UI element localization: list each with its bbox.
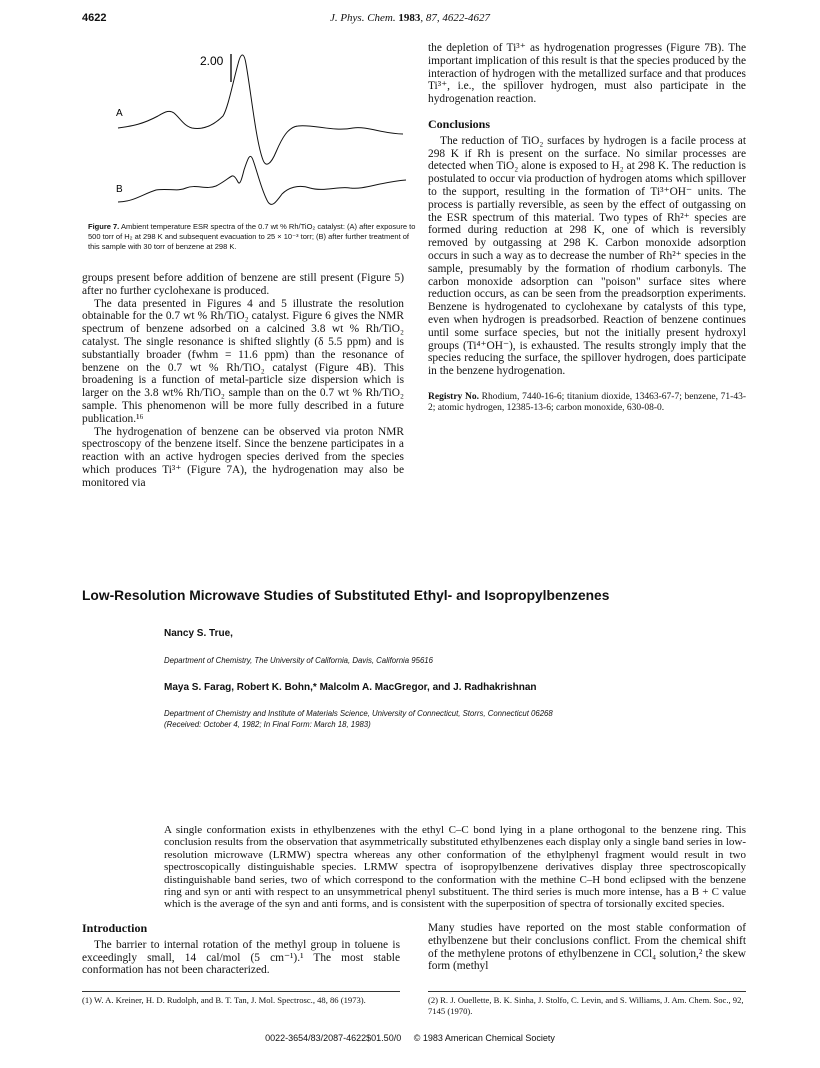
caption-text: Ambient temperature ESR spectra of the 0.7 wt % Rh/TiO₂ catalyst: (A) after exposure to 500 torr of H₂ at 298 K and subsequent evacuation to 25 × 10⁻³ torr; (B) after further treatment of this sample with 30 torr of benzene at 298 K. bbox=[88, 222, 416, 251]
introduction-right bbox=[428, 922, 746, 973]
introduction-heading: Introduction bbox=[82, 921, 148, 935]
right-column bbox=[428, 42, 746, 415]
registry-label: Registry No. bbox=[428, 391, 479, 402]
trace-a bbox=[118, 55, 403, 164]
footnote-1: (1) W. A. Kreiner, H. D. Rudolph, and B. T. Tan, J. Mol. Spectrosc., 48, 86 (1973). bbox=[82, 995, 366, 1005]
figure-caption bbox=[88, 222, 416, 252]
journal-citation bbox=[0, 12, 820, 24]
conclusions-text: The reduction of TiO₂ surfaces by hydrogen is a facile process at 298 K if Rh is present on the surface. No similar processes are detected when TiO₂ alone is exposed to H₂ at 298 K. The reduction is postulated to occur via production of hydrogen atoms which spillover to the support, resulting in the formation of Ti³⁺OH⁻ units. The process is partially reversible, as seen by the effect of outgassing on the ESR spectrum of this material. Two types of Rh²⁺ species are formed during reduction at 298 K, one of which is reversibly removed by outgassing at 298 K. Carbon monoxide adsorption occurs in such a way as to decrease the number of Rh²⁺ species in the sample, presumably by the formation of rhodium carbonyls. The carbon monoxide adsorption can "poison" surface sites where reduction occurs, as can be seen from the preadsorption experiments. Benzene is hydrogenated to cyclohexane by catalysts of this type, even when hydrogen is preadsorbed. Reaction of benzene continues until some surface species, but not the initially present hydroxyl groups (Ti⁴⁺OH⁻), is exhausted. The results strongly imply that the species reducing the surface, the spillover hydrogen, does participate in the benzene hydrogenation. bbox=[428, 134, 746, 378]
affiliation-2: Department of Chemistry and Institute of Materials Science, University of Connecticut, Storrs, Connecticut 06268 bbox=[164, 709, 553, 718]
received-dates: (Received: October 4, 1982; In Final Form: March 18, 1983) bbox=[164, 720, 371, 729]
esr-spectra-figure bbox=[88, 42, 418, 222]
footnote-rule-left bbox=[82, 991, 400, 992]
left-paragraph-2: The data presented in Figures 4 and 5 illustrate the resolution obtainable for the 0.7 wt % Rh/TiO₂ catalyst. Figure 6 gives the NMR spectrum of benzene adsorbed on a calcined 3.8 wt % Rh/TiO₂ catalyst. The single resonance is shifted slightly (δ 5.5 ppm) and is substantially broader (fwhm = 11.6 ppm) than the resonance of benzene on the 0.7 wt % Rh/TiO₂ catalyst (Figure 4B). This broadening is a function of metal-particle size dispersion which is larger on the 3.8 wt% Rh/TiO₂ sample than on the 0.7 wt % Rh/TiO₂ sample. This phenomenon will be more fully described in a future publication.¹⁶ bbox=[82, 297, 404, 425]
trace-b bbox=[118, 156, 406, 204]
journal-year: 1983 bbox=[398, 12, 421, 24]
left-paragraph-1: groups present before addition of benzene are still present (Figure 5) after no further cyclohexane is produced. bbox=[82, 272, 404, 297]
author-2: Maya S. Farag, Robert K. Bohn,* Malcolm A. MacGregor, and J. Radhakrishnan bbox=[164, 682, 537, 693]
page-footer bbox=[0, 1033, 820, 1043]
left-paragraph-3: The hydrogenation of benzene can be observed via proton NMR spectroscopy of the benzene itself. Since the benzene participates in a reaction with an active hydrogen species derived from the species which produces Ti³⁺ (Figure 7A), the hydrogenation may also be monitored via bbox=[82, 425, 404, 489]
abstract: A single conformation exists in ethylbenzenes with the ethyl C–C bond lying in a plane orthogonal to the benzene ring. This conclusion results from the observation that asymmetrically substituted ethylbenzenes each display only a single band series in low-resolution microwave (LRMW) spectra whereas any other conformation of the ethylphenyl fragment would result in two spectroscopically distinguishable species. LRMW spectra of isopropylbenzene derivatives display three spectroscopically distinguishable band series, two of which correspond to the conformation with the methine C–H bond eclipsed with the benzene ring and syn or anti with respect to an unsymmetrical phenyl substituent. The third series is much more intense, has a B + C value which is the average of the syn and anti forms, and is consistent with the superposition of spectra of torsionally excited species. bbox=[164, 824, 746, 911]
conclusions-heading: Conclusions bbox=[428, 116, 491, 131]
trace-b-label: B bbox=[116, 184, 123, 195]
affiliation-1: Department of Chemistry, The University of California, Davis, California 95616 bbox=[164, 656, 433, 665]
footer-copyright: © 1983 American Chemical Society bbox=[413, 1033, 555, 1043]
registry-numbers bbox=[428, 392, 746, 415]
journal-name: J. Phys. Chem. bbox=[329, 12, 396, 24]
journal-volume-pages: , 87, 4622-4627 bbox=[420, 12, 491, 24]
registry-text: Rhodium, 7440-16-6; titanium dioxide, 13463-67-7; benzene, 71-43-2; atomic hydrogen, 12385-13-6; carbon monoxide, 630-08-0. bbox=[428, 391, 747, 414]
footnote-2: (2) R. J. Ouellette, B. K. Sinha, J. Stolfo, C. Levin, and S. Williams, J. Am. Chem. Soc., 92, 7145 (1970). bbox=[428, 995, 744, 1016]
footnote-rule-right bbox=[428, 991, 746, 992]
right-paragraph-1: the depletion of Ti³⁺ as hydrogenation progresses (Figure 7B). The important implication of this result is that the species produced by the interaction of hydrogen with the metallized surface and that produces Ti³⁺, i.e., the spillover hydrogen, must also participate in the hydrogenation reaction. bbox=[428, 42, 746, 106]
article-title: Low-Resolution Microwave Studies of Substituted Ethyl- and Isopropylbenzenes bbox=[82, 588, 610, 603]
scale-label: 2.00 bbox=[200, 54, 224, 68]
author-1: Nancy S. True, bbox=[164, 628, 233, 639]
introduction-right-text: Many studies have reported on the most stable conformation of ethylbenzene but their conclusions conflict. From the chemical shift of the methylene protons of ethylbenzene in CCl₄ solution,² the skew form (methyl bbox=[428, 922, 746, 973]
left-column bbox=[82, 272, 404, 490]
introduction-left bbox=[82, 922, 400, 977]
caption-label: Figure 7. bbox=[88, 222, 120, 231]
page-number: 4622 bbox=[82, 12, 107, 24]
trace-a-label: A bbox=[116, 108, 123, 119]
introduction-left-text: The barrier to internal rotation of the methyl group in toluene is exceedingly small, 14 cal/mol (5 cm⁻¹).¹ The most stable conformation has not been characterized. bbox=[82, 938, 400, 977]
footer-code: 0022-3654/83/2087-4622$01.50/0 bbox=[265, 1033, 402, 1043]
